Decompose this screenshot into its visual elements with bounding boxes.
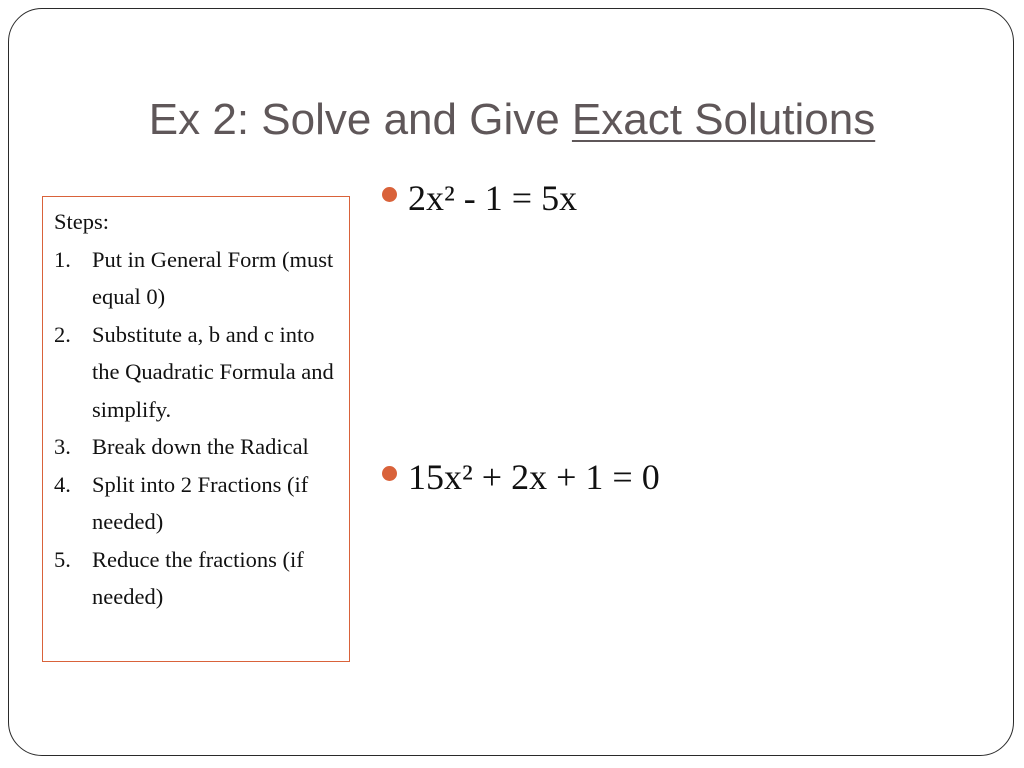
step-item bbox=[54, 316, 339, 429]
step-item bbox=[54, 541, 339, 616]
problem-2-equation: 15x² + 2x + 1 = 0 bbox=[408, 457, 660, 497]
step-item bbox=[54, 466, 339, 541]
step-text: Reduce the fractions (if needed) bbox=[92, 546, 304, 609]
step-text: Split into 2 Fractions (if needed) bbox=[92, 471, 309, 534]
step-text: Break down the Radical bbox=[92, 434, 309, 459]
bullet-dot-icon bbox=[382, 466, 397, 481]
slide-title-prefix: Ex 2: Solve and Give bbox=[148, 95, 572, 144]
step-item bbox=[54, 241, 339, 316]
step-item bbox=[54, 428, 339, 466]
step-number: 2. bbox=[54, 321, 71, 347]
step-number: 4. bbox=[54, 471, 71, 497]
problem-1-equation: 2x² - 1 = 5x bbox=[408, 178, 578, 218]
slide-title-underlined: Exact Solutions bbox=[571, 95, 876, 144]
step-number: 5. bbox=[54, 546, 71, 572]
slide-title bbox=[0, 92, 1024, 148]
step-number: 1. bbox=[54, 246, 71, 272]
steps-list bbox=[54, 241, 339, 616]
step-number: 3. bbox=[54, 434, 71, 459]
problem-1 bbox=[382, 176, 577, 220]
steps-box bbox=[42, 196, 350, 662]
bullet-dot-icon bbox=[382, 187, 397, 202]
step-text: Substitute a, b and c into the Quadratic Formula and simplify. bbox=[92, 321, 334, 422]
problem-2 bbox=[382, 455, 660, 499]
steps-heading: Steps: bbox=[54, 209, 110, 234]
step-text: Put in General Form (must equal 0) bbox=[92, 246, 334, 309]
